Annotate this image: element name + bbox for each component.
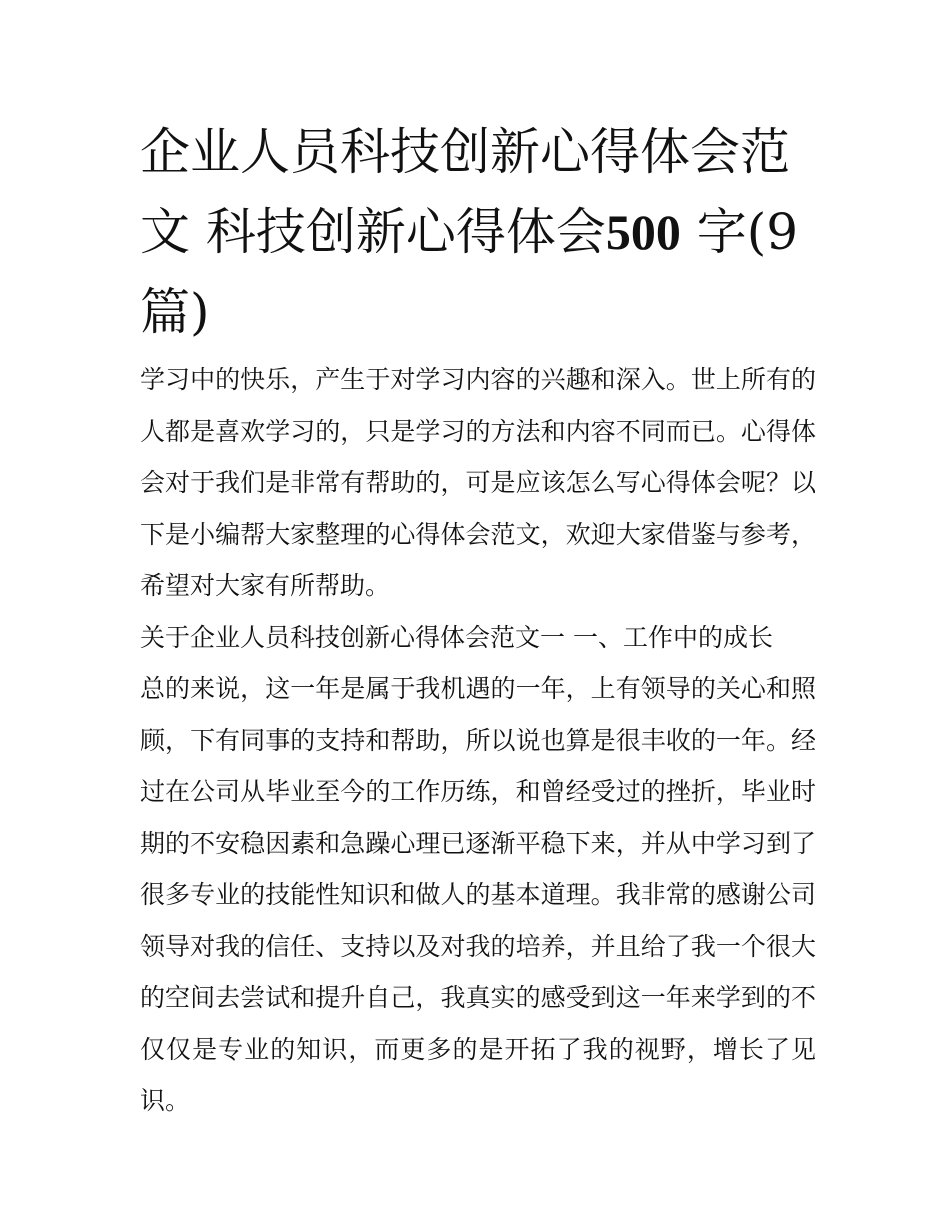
title-text-part-4: 篇) [140, 283, 210, 341]
title-number-500: 500 [605, 204, 681, 260]
intro-paragraph: 学习中的快乐，产生于对学习内容的兴趣和深入。世上所有的人都是喜欢学习的，只是学习的方法和内容不同而已。心得体会对于我们是非常有帮助的，可是应该怎么写心得体会呢？以下是小编帮大家整理的心得体会范文，欢迎大家借鉴与参考，希望对大家有所帮助。 [140, 365, 816, 600]
document-title [140, 112, 820, 352]
section-heading: 关于企业人员科技创新心得体会范文一 一、工作中的成长 [140, 622, 773, 652]
body-paragraph: 总的来说，这一年是属于我机遇的一年，上有领导的关心和照顾，下有同事的支持和帮助，所以说也算是很丰收的一年。经过在公司从毕业至今的工作历练，和曾经受过的挫折，毕业时期的不安稳因素和急躁心理已逐渐平稳下来，并从中学习到了很多专业的技能性知识和做人的基本道理。我非常的感谢公司领导对我的信任、支持以及对我的培养，并且给了我一个很大的空间去尝试和提升自己，我真实的感受到这一年来学到的不仅仅是专业的知识，而更多的是开拓了我的视野，增长了见识。 [140, 674, 816, 1115]
document-body [140, 354, 816, 1127]
title-text-part-1: 企业人员科技创新心得体会范文 科技创新心得体会 [140, 123, 790, 261]
title-text-part-3: 字(9 [680, 203, 799, 261]
